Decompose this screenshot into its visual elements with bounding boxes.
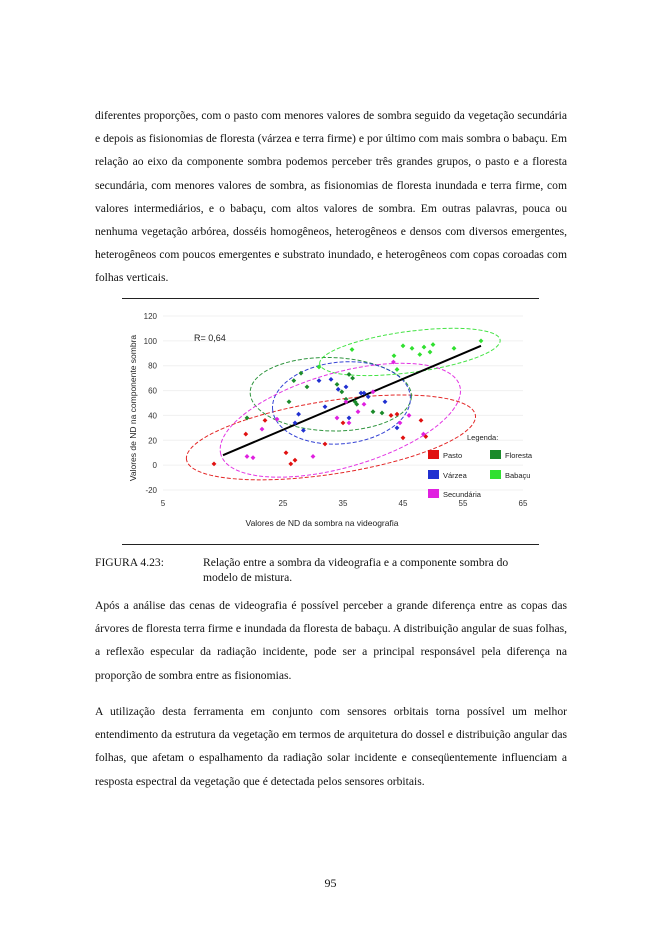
data-point (401, 435, 406, 440)
cluster-ellipse (317, 320, 503, 385)
legend-label: Secundária (443, 490, 481, 499)
data-point (452, 346, 457, 351)
data-point (431, 342, 436, 347)
data-point (417, 352, 422, 357)
y-tick-label: 60 (148, 386, 157, 396)
data-point (329, 377, 334, 382)
figure-bottom-rule (122, 544, 539, 545)
data-point (287, 399, 292, 404)
data-point (350, 347, 355, 352)
data-points (212, 338, 484, 466)
legend-label: Várzea (443, 471, 467, 480)
cluster-ellipse (269, 355, 415, 450)
legend-swatch (428, 489, 439, 498)
data-point (383, 399, 388, 404)
data-point (263, 418, 268, 423)
caption-line-1: Relação entre a sombra da videografia e a componente sombra do (203, 556, 509, 569)
data-point (380, 411, 385, 416)
y-axis-label: Valores de ND na componente sombra (128, 334, 138, 482)
legend-label: Floresta (505, 451, 533, 460)
figure-top-rule (122, 298, 539, 299)
data-point (341, 420, 346, 425)
legend (428, 450, 533, 499)
data-point (293, 458, 298, 463)
page-number: 95 (324, 876, 337, 890)
data-point (479, 338, 484, 343)
legend-swatch (428, 450, 439, 459)
data-point (356, 409, 361, 414)
y-tick-label: 120 (143, 312, 157, 321)
data-point (371, 409, 376, 414)
x-tick-label: 5 (160, 499, 166, 508)
x-tick-label: 65 (518, 499, 528, 508)
data-point (305, 384, 310, 389)
legend-title: Legenda: (467, 433, 499, 442)
data-point (428, 350, 433, 355)
legend-label: Pasto (443, 451, 463, 460)
data-point (335, 382, 340, 387)
data-point (260, 427, 265, 432)
data-point (401, 343, 406, 348)
y-tick-label: 0 (152, 461, 157, 471)
data-point (311, 454, 316, 459)
y-tick-labels (144, 312, 158, 495)
y-tick-label: 80 (148, 361, 157, 371)
data-point (395, 367, 400, 372)
y-tick-label: -20 (145, 486, 157, 495)
data-point (392, 353, 397, 358)
paragraph-3: A utilização desta ferramenta em conjunto com sensores orbitais torna possível um melhor entendimento da estrutura da vegetação em termos de arquitetura do dossel e distribuição angular das folhas, que afetam o espalhamento da radiação solar incidente e conseqüentemente influenciam a resposta espectral da vegetação que é detectada pelos sensores orbitais. (95, 705, 567, 788)
data-point (407, 413, 412, 418)
data-point (323, 404, 328, 409)
data-point (362, 402, 367, 407)
data-point (245, 454, 250, 459)
data-point (323, 442, 328, 447)
y-tick-label: 40 (148, 411, 157, 421)
data-point (335, 416, 340, 421)
data-point (344, 384, 349, 389)
r-annotation: R= 0,64 (194, 333, 226, 343)
data-point (291, 378, 296, 383)
data-point (243, 432, 248, 437)
paragraph-2: Após a análise das cenas de videografia é possível perceber a grande diferença entre as copas das árvores de floresta terra firme e inundada da floresta de babaçu. A distribuição angular de suas folhas, a reflexão especular da radiação incidente, pode ser a principal responsável pela diferença na proporção de sombra entre as fisionomias. (95, 599, 567, 682)
data-point (395, 425, 400, 430)
data-point (347, 372, 352, 377)
data-point (347, 416, 352, 421)
caption-label: FIGURA 4.23: (95, 556, 164, 569)
data-point (422, 345, 427, 350)
caption-line-2: modelo de mistura. (203, 570, 293, 584)
y-tick-label: 20 (148, 436, 157, 446)
data-point (389, 413, 394, 418)
data-point (398, 420, 403, 425)
x-tick-label: 35 (338, 499, 348, 508)
x-tick-label: 45 (398, 499, 408, 508)
legend-swatch (428, 470, 439, 479)
paragraph-1: diferentes proporções, com o pasto com menores valores de sombra seguido da vegetação secundária e depois as fisionomias de floresta (várzea e terra firme) e por último com mais sombra o babaçu. Em relação ao eixo da componente sombra podemos perceber três grandes grupos, o pasto e a floresta secundária, com menores valores de sombra, as fisionomias de floresta inundada e terra firme, com valores intermediários, e o babaçu, com altos valores de sombra. Em outras palavras, pouca ou nenhuma vegetação arbórea, dosséis homogêneos, heterogêneos e densos com diversos emergentes, heterogêneos com poucos emergentes e substrato inundado, e heterogêneos com copas coroadas com folhas verticais. (95, 109, 567, 285)
data-point (350, 376, 355, 381)
data-point (347, 420, 352, 425)
x-tick-label: 55 (458, 499, 468, 508)
y-tick-label: 100 (143, 336, 157, 346)
data-point (317, 378, 322, 383)
x-tick-label: 25 (278, 499, 288, 508)
x-axis-label: Valores de ND da sombra na videografia (245, 518, 399, 528)
legend-swatch (490, 450, 501, 459)
data-point (410, 346, 415, 351)
data-point (251, 455, 256, 460)
figure-caption (95, 556, 567, 585)
data-point (284, 450, 289, 455)
legend-label: Babaçu (505, 471, 531, 480)
legend-swatch (490, 470, 501, 479)
data-point (419, 418, 424, 423)
cluster-ellipse (249, 355, 412, 433)
x-tick-labels (161, 499, 528, 508)
scatter-chart (110, 304, 540, 536)
